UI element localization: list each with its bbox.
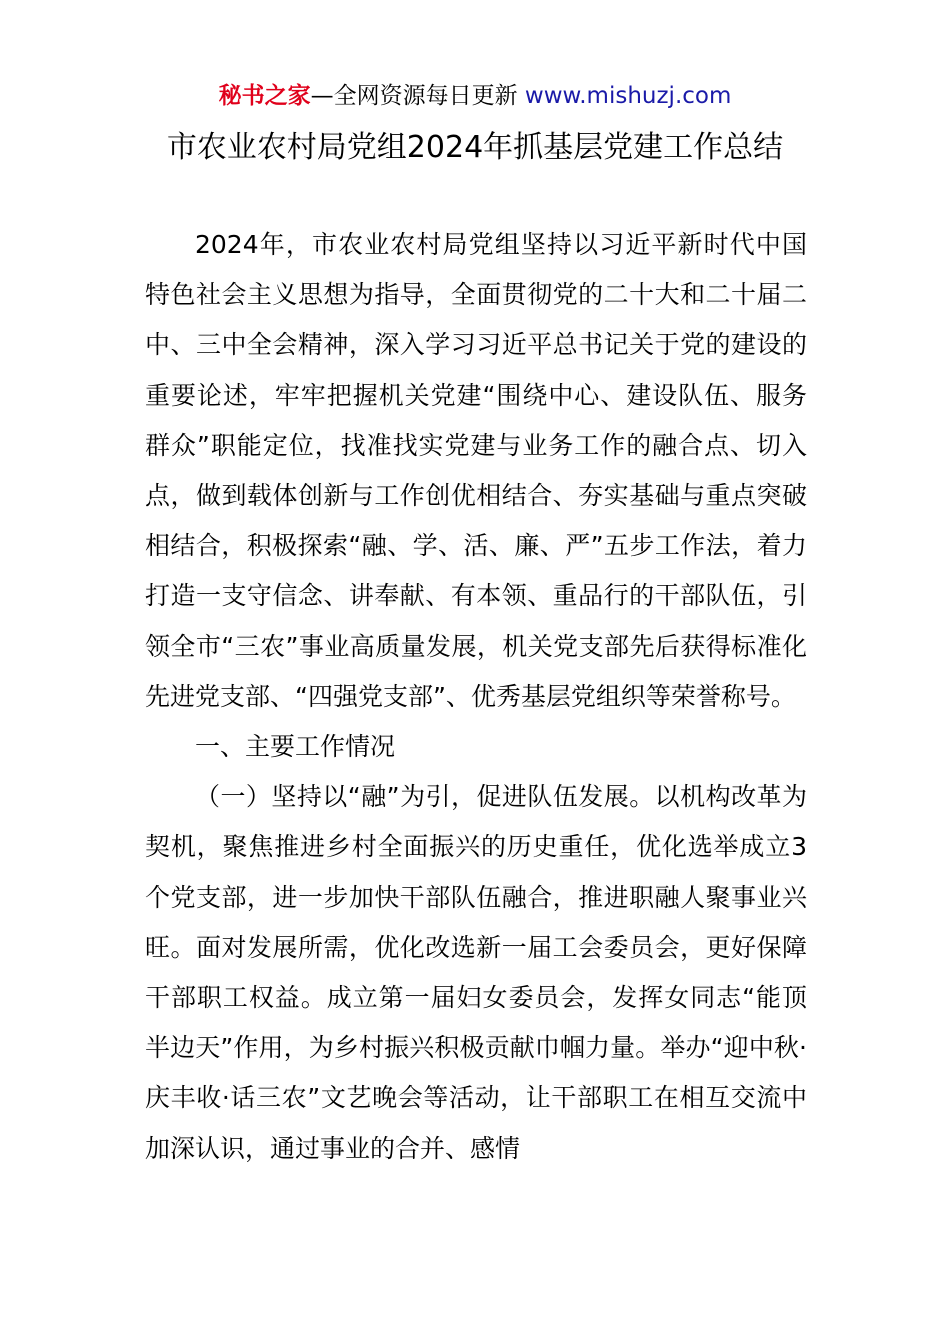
site-url-link[interactable]: www.mishuzj.com	[524, 83, 732, 109]
section-heading: 一、主要工作情况	[195, 732, 396, 762]
banner-tagline: —全网资源每日更新	[310, 83, 518, 109]
site-banner	[0, 80, 950, 112]
subsection-paragraph: （一）坚持以“融”为引，促进队伍发展。以机构改革为契机，聚焦推进乡村全面振兴的历史重任，优化选举成立3个党支部，进一步加快干部队伍融合，推进职融人聚事业兴旺。面对发展所需，优化改选新一届工会委员会，更好保障干部职工权益。成立第一届妇女委员会，发挥女同志“能顶半边天”作用，为乡村振兴积极贡献巾帼力量。举办“迎中秋·庆丰收·话三农”文艺晚会等活动，让干部职工在相互交流中加深认识，通过事业的合并、感情	[145, 782, 807, 1163]
document-body	[145, 220, 807, 1174]
intro-paragraph: 2024年，市农业农村局党组坚持以习近平新时代中国特色社会主义思想为指导，全面贯彻党的二十大和二十届二中、三中全会精神，深入学习习近平总书记关于党的建设的重要论述，牢牢把握机关党建“围绕中心、建设队伍、服务群众”职能定位，找准找实党建与业务工作的融合点、切入点，做到载体创新与工作创优相结合、夯实基础与重点突破相结合，积极探索“融、学、活、廉、严”五步工作法，着力打造一支守信念、讲奉献、有本领、重品行的干部队伍，引领全市“三农”事业高质量发展，机关党支部先后获得标准化先进党支部、“四强党支部”、优秀基层党组织等荣誉称号。	[145, 230, 807, 711]
document-title: 市农业农村局党组2024年抓基层党建工作总结	[166, 130, 784, 165]
brand-name: 秘书之家	[218, 83, 311, 109]
